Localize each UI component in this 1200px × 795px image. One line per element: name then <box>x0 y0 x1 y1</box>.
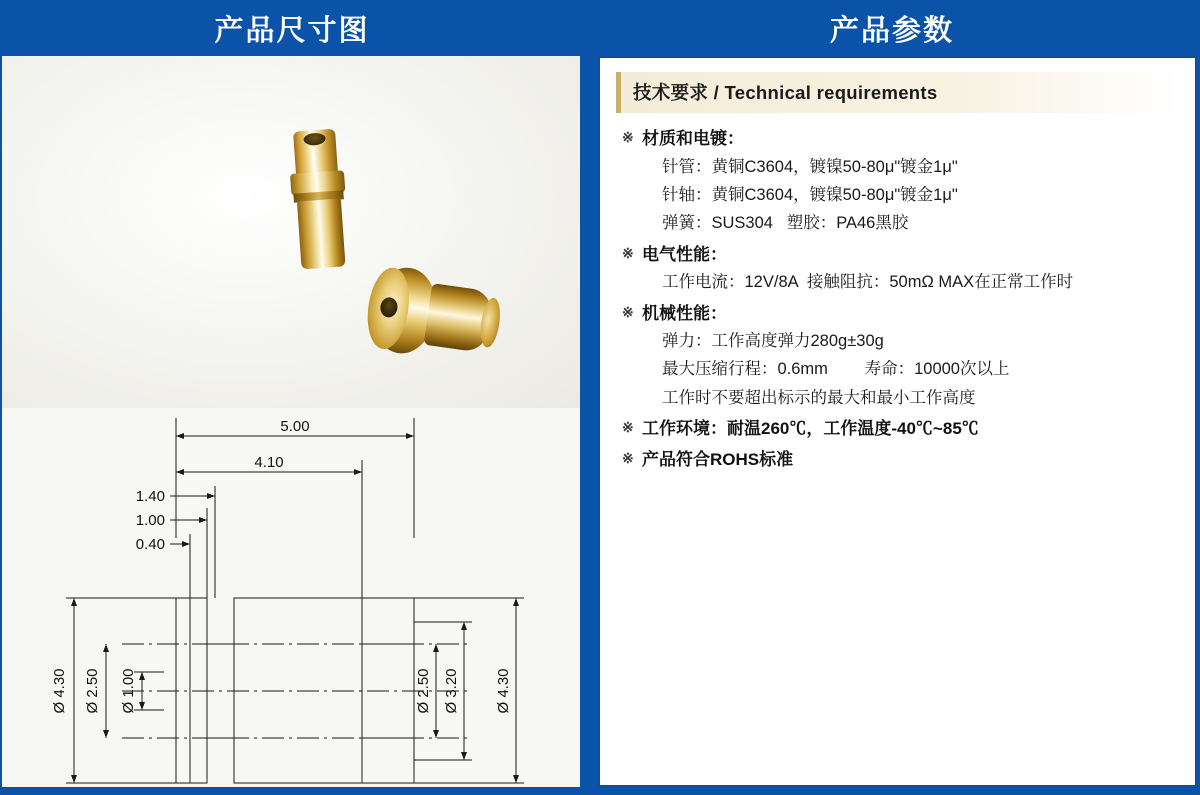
header-cell-right <box>584 0 1200 56</box>
spec-group-title: 工作环境：耐温260℃，工作温度-40℃~85℃ <box>642 419 979 439</box>
panel-gap <box>580 56 598 787</box>
technical-requirements-title: 技术要求 / Technical requirements <box>633 82 938 103</box>
dim-dia-left-inner: Ø 1.00 <box>120 668 137 714</box>
page-title-parameters: 产品参数 <box>829 14 954 47</box>
connector-tilted-image <box>358 245 513 383</box>
dim-dia-left-mid: Ø 2.50 <box>84 668 101 714</box>
asterisk-icon: ※ <box>622 303 634 320</box>
drawing-svg <box>2 408 580 787</box>
spec-line: 弹簧：SUS304 塑胶：PA46黑胶 <box>662 214 909 233</box>
spec-group-title-row <box>622 300 1175 328</box>
body-row <box>0 56 1200 795</box>
parameters-panel <box>598 56 1197 787</box>
spec-group <box>622 300 1175 413</box>
asterisk-icon: ※ <box>622 419 634 436</box>
asterisk-icon: ※ <box>622 244 634 261</box>
spec-group <box>622 125 1175 238</box>
technical-requirements-header <box>616 72 1179 113</box>
dimension-drawing-panel <box>2 56 580 787</box>
spec-line: 最大压缩行程：0.6mm 寿命：10000次以上 <box>662 360 1010 379</box>
spec-line: 针管：黄铜C3604，镀镍50-80μ"镀金1μ" <box>662 157 958 176</box>
header-row <box>0 0 1200 56</box>
dim-dia-right-mid: Ø 3.20 <box>443 668 460 714</box>
spec-group-lines <box>622 268 1175 296</box>
spec-group-title-row <box>622 125 1175 153</box>
spec-list <box>616 125 1179 473</box>
spec-line: 工作时不要超出标示的最大和最小工作高度 <box>662 388 976 407</box>
spec-group-lines <box>622 153 1175 238</box>
asterisk-icon: ※ <box>622 449 634 466</box>
spec-line: 针轴：黄铜C3604，镀镍50-80μ"镀金1μ" <box>662 185 958 204</box>
dim-shoulder-length: 4.10 <box>254 454 284 471</box>
connector-upright-image <box>279 128 359 277</box>
spec-group <box>622 415 1175 443</box>
upright-lower-body <box>297 198 346 269</box>
spec-group-title: 产品符合ROHS标准 <box>642 449 794 469</box>
dim-dia-right-outer: Ø 4.30 <box>495 668 512 714</box>
dim-dia-left-outer: Ø 4.30 <box>51 668 68 714</box>
spec-line: 工作电流：12V/8A 接触阻抗：50mΩ MAX在正常工作时 <box>662 273 1074 292</box>
spec-line: 弹力：工作高度弹力280g±30g <box>662 332 884 351</box>
spec-group-title: 机械性能： <box>642 303 727 323</box>
header-cell-left <box>0 0 584 56</box>
spec-group-lines <box>622 327 1175 412</box>
dim-overall-length: 5.00 <box>280 418 310 435</box>
dim-step-140: 1.40 <box>135 488 165 505</box>
dim-step-100: 1.00 <box>135 512 165 529</box>
spec-group-title: 材质和电镀： <box>642 129 744 148</box>
dim-step-040: 0.40 <box>135 536 165 553</box>
spec-group-title: 电气性能： <box>642 244 727 264</box>
spec-group-title-row <box>622 446 1175 474</box>
technical-drawing <box>2 408 580 787</box>
product-photo <box>2 56 580 408</box>
spec-group <box>622 241 1175 297</box>
spec-group-title-row <box>622 241 1175 269</box>
dim-dia-right-inner: Ø 2.50 <box>415 668 432 714</box>
spec-group-title-row <box>622 415 1175 443</box>
page-title-dimensions: 产品尺寸图 <box>214 14 370 47</box>
asterisk-icon: ※ <box>622 129 634 145</box>
spec-group <box>622 446 1175 474</box>
